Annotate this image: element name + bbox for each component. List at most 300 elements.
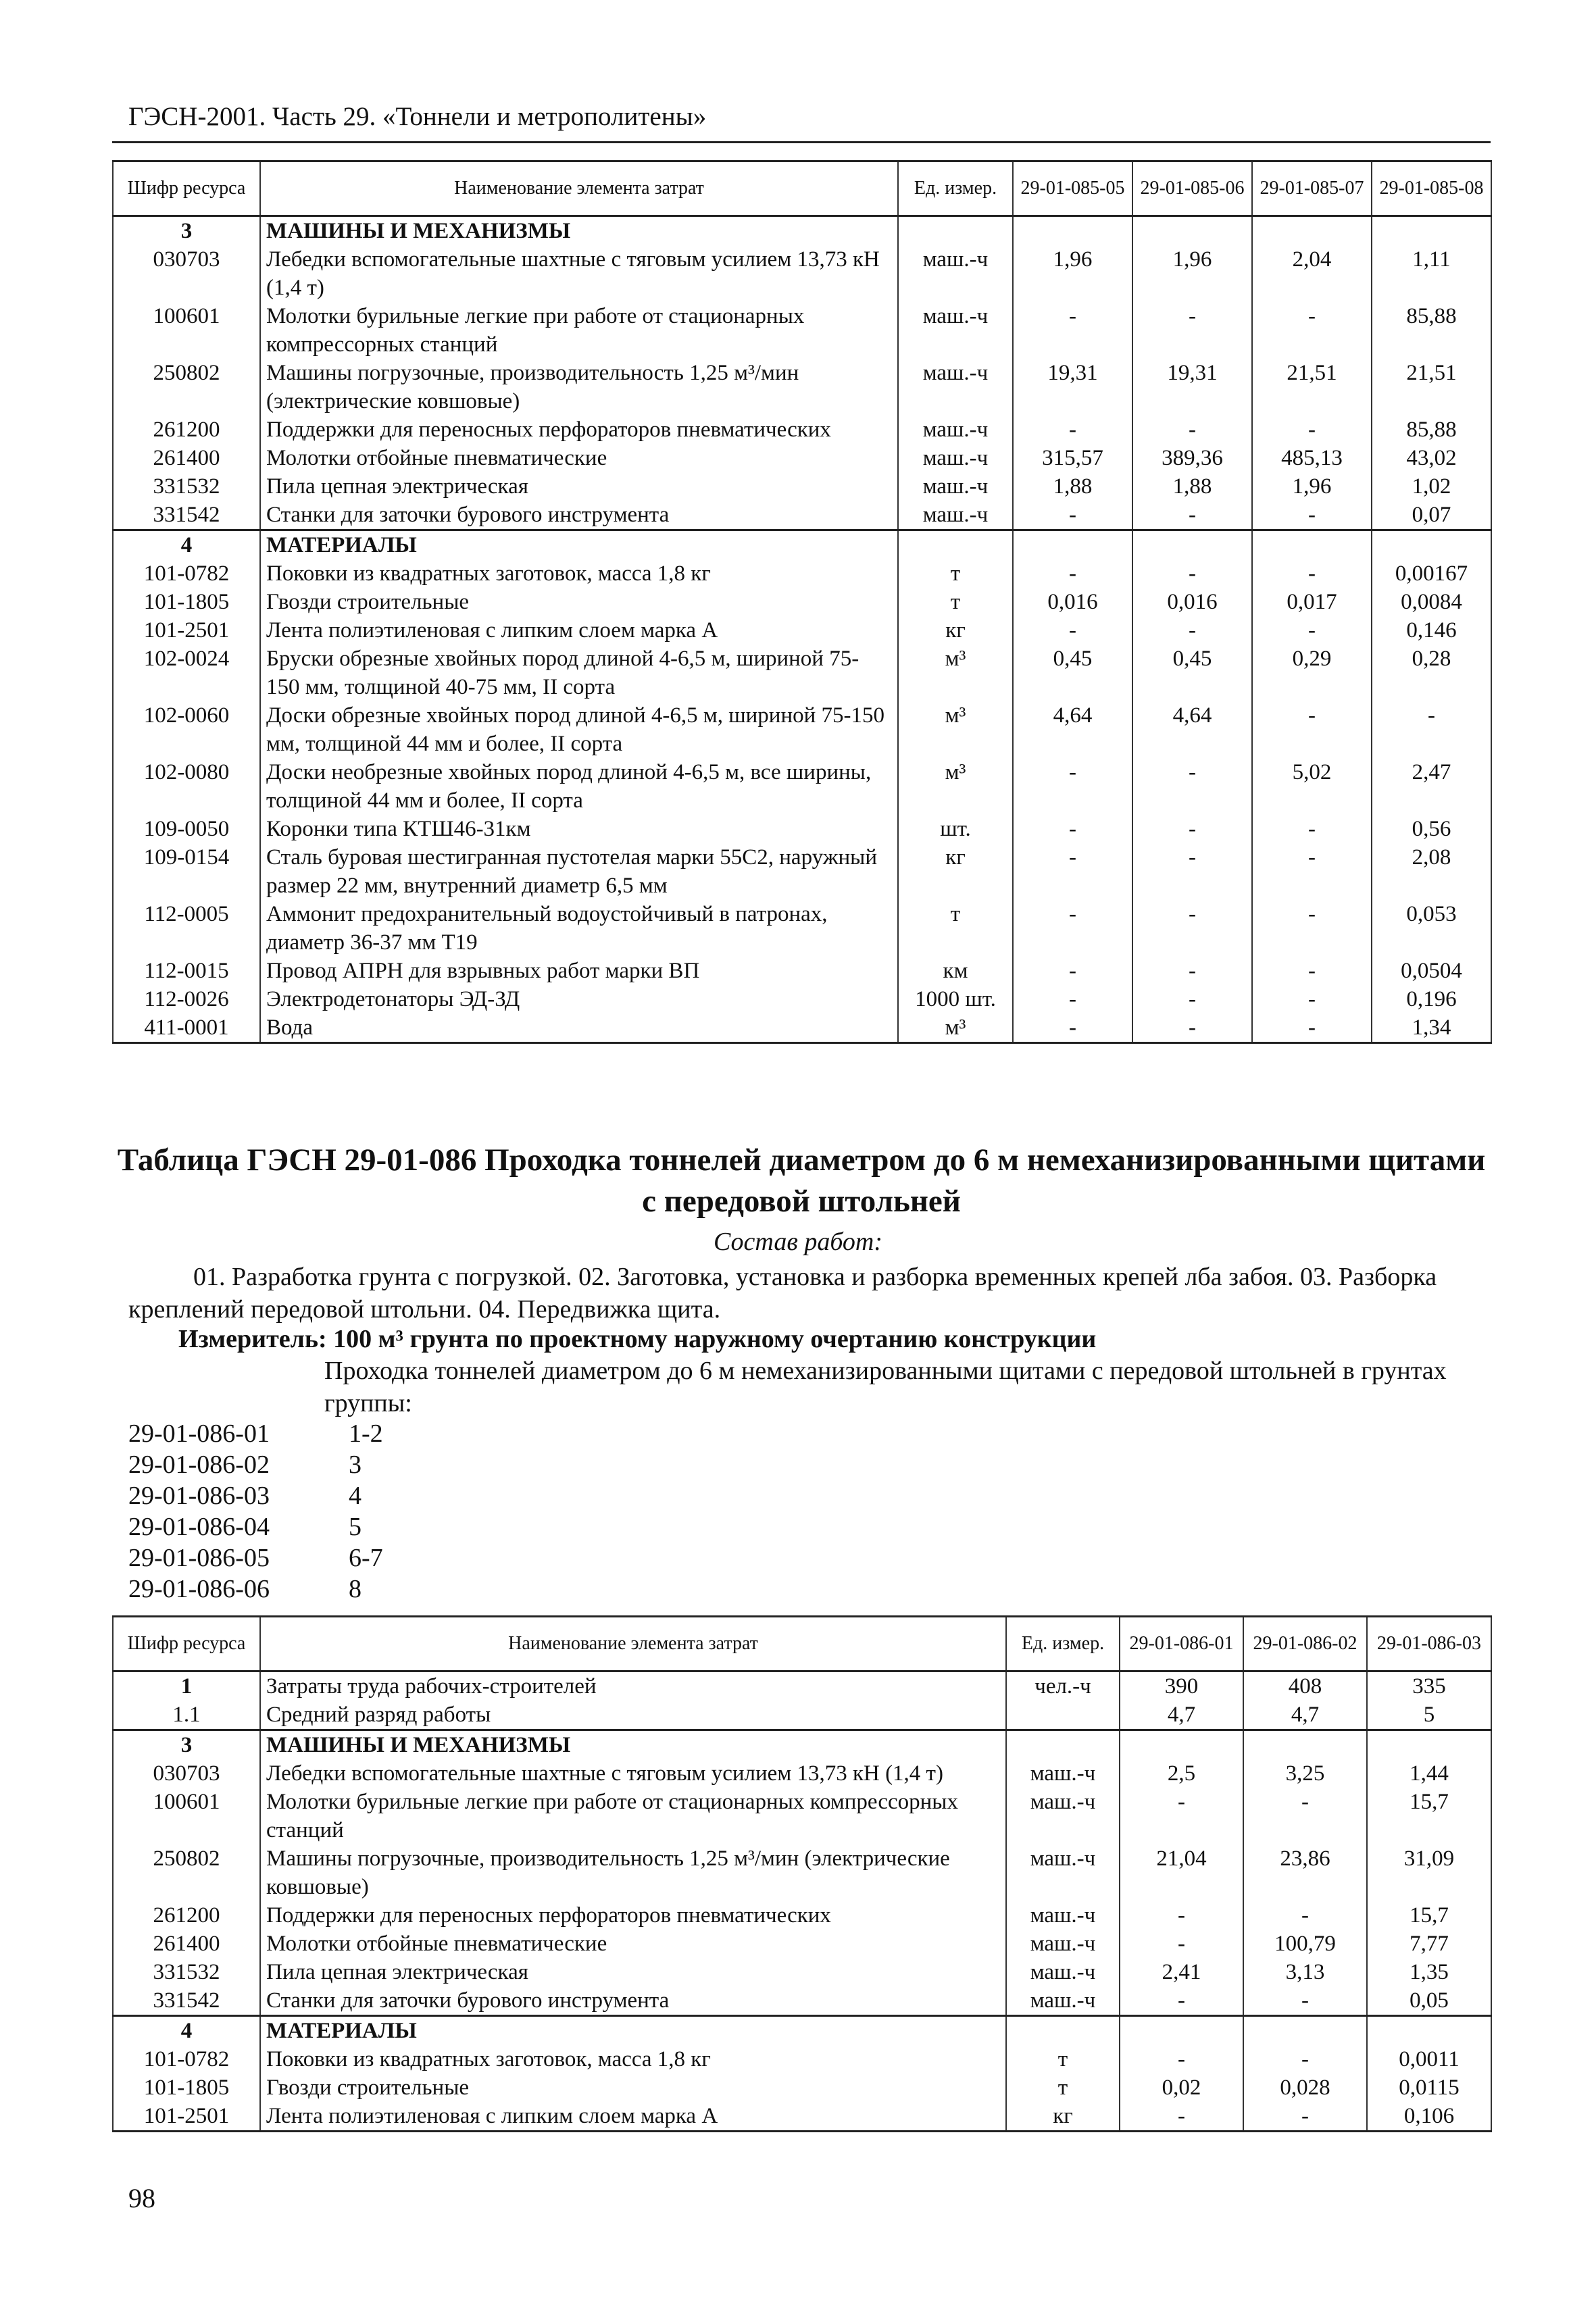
resource-name: Гвозди строительные [260, 2073, 1006, 2102]
resource-code: 100601 [113, 302, 260, 359]
section-row [113, 2016, 1491, 2046]
unit-cell: т [1006, 2073, 1120, 2102]
value-cell: - [1132, 501, 1252, 530]
resource-name: Лебедки вспомогательные шахтные с тяговым усилием 13,73 кН (1,4 т) [260, 245, 898, 302]
value-cell: - [1252, 985, 1372, 1013]
value-cell [1132, 530, 1252, 560]
col-header-value: 29-01-086-01 [1120, 1617, 1243, 1671]
value-cell [1243, 2016, 1367, 2046]
value-cell: - [1120, 1986, 1243, 2016]
value-cell: 0,016 [1013, 588, 1132, 616]
unit-cell: чел.-ч [1006, 1671, 1120, 1701]
table-row [113, 2073, 1491, 2102]
unit-cell: т [1006, 2045, 1120, 2073]
value-cell: 21,51 [1252, 359, 1372, 416]
unit-cell [1006, 1730, 1120, 1760]
value-cell: - [1132, 416, 1252, 444]
resource-name: Доски необрезные хвойных пород длиной 4-6,5 м, все ширины, толщиной 44 мм и более, II сорта [260, 758, 898, 815]
value-cell: 4,7 [1120, 1701, 1243, 1730]
value-cell: 85,88 [1372, 302, 1491, 359]
value-cell [1132, 216, 1252, 246]
col-header-value: 29-01-085-05 [1013, 161, 1132, 216]
table-header-row [113, 1617, 1491, 1671]
resource-code: 112-0005 [113, 900, 260, 957]
value-cell: 4,64 [1132, 701, 1252, 758]
value-cell: - [1243, 1901, 1367, 1930]
table-row [113, 302, 1491, 359]
resource-name: Станки для заточки бурового инструмента [260, 501, 898, 530]
value-cell: 15,7 [1367, 1901, 1491, 1930]
unit-cell: маш.-ч [898, 444, 1013, 472]
resource-code: 101-2501 [113, 2102, 260, 2132]
value-cell: - [1013, 985, 1132, 1013]
resource-code: 030703 [113, 1759, 260, 1788]
section-code: 4 [113, 2016, 260, 2046]
value-cell: 2,04 [1252, 245, 1372, 302]
value-cell: 1,35 [1367, 1958, 1491, 1986]
value-cell: 0,05 [1367, 1986, 1491, 2016]
value-cell: 0,016 [1132, 588, 1252, 616]
value-cell: - [1013, 559, 1132, 588]
resource-name: Молотки отбойные пневматические [260, 1930, 1006, 1958]
table-row [113, 985, 1491, 1013]
value-cell: 0,00167 [1372, 559, 1491, 588]
table-row [113, 957, 1491, 985]
resource-name: Пила цепная электрическая [260, 1958, 1006, 1986]
resource-name: Молотки отбойные пневматические [260, 444, 898, 472]
unit-cell: маш.-ч [1006, 1788, 1120, 1844]
unit-cell: маш.-ч [898, 245, 1013, 302]
value-cell: 2,47 [1372, 758, 1491, 815]
resource-name: Коронки типа КТШ46-31км [260, 815, 898, 843]
value-cell: - [1013, 900, 1132, 957]
value-cell [1013, 530, 1132, 560]
value-cell: 43,02 [1372, 444, 1491, 472]
value-cell: 19,31 [1013, 359, 1132, 416]
value-cell: - [1243, 2045, 1367, 2073]
value-cell: - [1132, 758, 1252, 815]
unit-cell [898, 216, 1013, 246]
value-cell: - [1132, 616, 1252, 645]
value-cell: 1,96 [1132, 245, 1252, 302]
unit-cell: маш.-ч [898, 472, 1013, 501]
value-cell: 0,0115 [1367, 2073, 1491, 2102]
value-cell: 2,5 [1120, 1759, 1243, 1788]
value-cell: - [1013, 416, 1132, 444]
table-row [113, 1701, 1491, 1730]
unit-cell: кг [898, 616, 1013, 645]
norm-code: 29-01-086-04 [128, 1513, 270, 1541]
value-cell: 0,29 [1252, 645, 1372, 701]
value-cell: 0,02 [1120, 2073, 1243, 2102]
unit-cell: т [898, 559, 1013, 588]
soil-group: 1-2 [349, 1419, 383, 1448]
resource-name: Бруски обрезные хвойных пород длиной 4-6,5 м, шириной 75-150 мм, толщиной 40-75 мм, II сорта [260, 645, 898, 701]
unit-cell: кг [898, 843, 1013, 900]
value-cell: 3,25 [1243, 1759, 1367, 1788]
value-cell: - [1252, 815, 1372, 843]
value-cell: 1,34 [1372, 1013, 1491, 1043]
resource-code: 102-0024 [113, 645, 260, 701]
resource-code: 261400 [113, 444, 260, 472]
table-body [113, 1671, 1491, 2132]
value-cell: 15,7 [1367, 1788, 1491, 1844]
resource-code: 101-2501 [113, 616, 260, 645]
value-cell: - [1013, 815, 1132, 843]
section-code: 1 [113, 1671, 260, 1701]
value-cell: 23,86 [1243, 1844, 1367, 1901]
works-description: 01. Разработка грунта с погрузкой. 02. Заготовка, установка и разборка временных крепей лба забоя. 03. Разборка креплений передовой штольни. 04. Передвижка щита. [128, 1263, 1437, 1324]
col-header-code: Шифр ресурса [113, 1617, 260, 1671]
value-cell: 0,0504 [1372, 957, 1491, 985]
resource-name: Поддержки для переносных перфораторов пневматических [260, 416, 898, 444]
value-cell: - [1252, 900, 1372, 957]
resource-code: 101-1805 [113, 2073, 260, 2102]
resource-code: 100601 [113, 1788, 260, 1844]
value-cell: - [1013, 616, 1132, 645]
value-cell: - [1252, 559, 1372, 588]
soil-group: 6-7 [349, 1544, 383, 1572]
resource-code: 112-0015 [113, 957, 260, 985]
value-cell: 0,45 [1013, 645, 1132, 701]
value-cell: - [1132, 1013, 1252, 1043]
value-cell: - [1132, 957, 1252, 985]
col-header-value: 29-01-086-02 [1243, 1617, 1367, 1671]
resource-code: 250802 [113, 359, 260, 416]
resource-name: Лебедки вспомогательные шахтные с тяговым усилием 13,73 кН (1,4 т) [260, 1759, 1006, 1788]
resource-name: Машины погрузочные, производительность 1,25 м³/мин (электрические ковшовые) [260, 1844, 1006, 1901]
unit-cell: т [898, 900, 1013, 957]
resource-name: Провод АПРН для взрывных работ марки ВП [260, 957, 898, 985]
unit-cell: м³ [898, 758, 1013, 815]
col-header-code: Шифр ресурса [113, 161, 260, 216]
table-row [113, 1759, 1491, 1788]
table-row [113, 245, 1491, 302]
resource-name: Средний разряд работы [260, 1701, 1006, 1730]
value-cell: 390 [1120, 1671, 1243, 1701]
resource-code: 250802 [113, 1844, 260, 1901]
value-cell: - [1243, 2102, 1367, 2132]
resource-name: Молотки бурильные легкие при работе от стационарных компрессорных станций [260, 1788, 1006, 1844]
norm-code: 29-01-086-01 [128, 1419, 270, 1448]
section-code: 4 [113, 530, 260, 560]
value-cell: 4,64 [1013, 701, 1132, 758]
value-cell: 485,13 [1252, 444, 1372, 472]
value-cell: 315,57 [1013, 444, 1132, 472]
table-row [113, 1844, 1491, 1901]
value-cell: - [1013, 1013, 1132, 1043]
norm-description: Проходка тоннелей диаметром до 6 м немеханизированными щитами с передовой штольней в грунтах группы: [324, 1357, 1447, 1417]
section-title: МАТЕРИАЛЫ [260, 2016, 1006, 2046]
works-caption: Состав работ: [713, 1228, 883, 1256]
resource-code: 261200 [113, 1901, 260, 1930]
value-cell: - [1013, 957, 1132, 985]
value-cell: - [1132, 302, 1252, 359]
value-cell: 1,88 [1132, 472, 1252, 501]
section-row [113, 1671, 1491, 1701]
norm-code-row [128, 1511, 383, 1542]
value-cell: - [1120, 1930, 1243, 1958]
section-row [113, 216, 1491, 246]
value-cell: 4,7 [1243, 1701, 1367, 1730]
col-header-unit: Ед. измер. [898, 161, 1013, 216]
resource-name: Поковки из квадратных заготовок, масса 1,8 кг [260, 2045, 1006, 2073]
resource-code: 331532 [113, 1958, 260, 1986]
table-row [113, 645, 1491, 701]
resource-name: Поковки из квадратных заготовок, масса 1,8 кг [260, 559, 898, 588]
value-cell: - [1252, 1013, 1372, 1043]
col-header-unit: Ед. измер. [1006, 1617, 1120, 1671]
table-body [113, 216, 1491, 1043]
value-cell: - [1120, 2102, 1243, 2132]
value-cell: 19,31 [1132, 359, 1252, 416]
value-cell [1372, 216, 1491, 246]
value-cell: - [1132, 843, 1252, 900]
value-cell: 389,36 [1132, 444, 1252, 472]
resource-code: 331532 [113, 472, 260, 501]
table-row [113, 2102, 1491, 2132]
value-cell [1372, 530, 1491, 560]
unit-cell [898, 530, 1013, 560]
value-cell: - [1243, 1986, 1367, 2016]
resource-name: Гвозди строительные [260, 588, 898, 616]
section-row [113, 530, 1491, 560]
unit-cell: маш.-ч [1006, 1901, 1120, 1930]
resource-code: 109-0050 [113, 815, 260, 843]
value-cell [1367, 2016, 1491, 2046]
unit-cell: маш.-ч [898, 302, 1013, 359]
value-cell: 335 [1367, 1671, 1491, 1701]
resource-code: 101-0782 [113, 559, 260, 588]
value-cell: 21,04 [1120, 1844, 1243, 1901]
unit-cell: маш.-ч [1006, 1986, 1120, 2016]
resource-code: 109-0154 [113, 843, 260, 900]
table-row [113, 701, 1491, 758]
table-row [113, 815, 1491, 843]
value-cell [1120, 2016, 1243, 2046]
value-cell: - [1132, 559, 1252, 588]
value-cell: 0,45 [1132, 645, 1252, 701]
col-header-value: 29-01-085-07 [1252, 161, 1372, 216]
resource-code: 411-0001 [113, 1013, 260, 1043]
resource-code: 101-0782 [113, 2045, 260, 2073]
resource-name: Поддержки для переносных перфораторов пневматических [260, 1901, 1006, 1930]
value-cell [1243, 1730, 1367, 1760]
section-row [113, 1730, 1491, 1760]
resource-code: 261400 [113, 1930, 260, 1958]
value-cell: 0,053 [1372, 900, 1491, 957]
table-row [113, 1930, 1491, 1958]
resource-code: 101-1805 [113, 588, 260, 616]
table-header-row [113, 161, 1491, 216]
unit-cell: маш.-ч [1006, 1844, 1120, 1901]
col-header-value: 29-01-086-03 [1367, 1617, 1491, 1671]
resource-name: Электродетонаторы ЭД-ЗД [260, 985, 898, 1013]
norm-code: 29-01-086-03 [128, 1482, 270, 1510]
table-row [113, 1013, 1491, 1043]
unit-cell: т [898, 588, 1013, 616]
value-cell: 0,28 [1372, 645, 1491, 701]
value-cell: - [1120, 1788, 1243, 1844]
unit-cell: шт. [898, 815, 1013, 843]
soil-group: 4 [349, 1482, 361, 1510]
unit-cell: кг [1006, 2102, 1120, 2132]
norm-code: 29-01-086-05 [128, 1544, 270, 1572]
value-cell: 1,02 [1372, 472, 1491, 501]
norm-code-row [128, 1449, 383, 1480]
value-cell: 2,41 [1120, 1958, 1243, 1986]
resource-code: 1.1 [113, 1701, 260, 1730]
section-title: МАШИНЫ И МЕХАНИЗМЫ [260, 1730, 1006, 1760]
resource-name: Станки для заточки бурового инструмента [260, 1986, 1006, 2016]
table-row [113, 616, 1491, 645]
value-cell: 1,11 [1372, 245, 1491, 302]
table-row [113, 588, 1491, 616]
value-cell: - [1132, 815, 1252, 843]
meter-line: Измеритель: 100 м³ грунта по проектному наружному очертанию конструкции [178, 1325, 1097, 1353]
value-cell: 100,79 [1243, 1930, 1367, 1958]
value-cell: - [1252, 302, 1372, 359]
value-cell: 1,96 [1013, 245, 1132, 302]
value-cell [1252, 216, 1372, 246]
resource-name: Лента полиэтиленовая с липким слоем марка А [260, 2102, 1006, 2132]
resource-name: Машины погрузочные, производительность 1,25 м³/мин (электрические ковшовые) [260, 359, 898, 416]
value-cell: 0,0011 [1367, 2045, 1491, 2073]
col-header-name: Наименование элемента затрат [260, 161, 898, 216]
value-cell: - [1252, 957, 1372, 985]
value-cell: 7,77 [1367, 1930, 1491, 1958]
value-cell [1252, 530, 1372, 560]
table-row [113, 1986, 1491, 2016]
value-cell: 31,09 [1367, 1844, 1491, 1901]
table-row [113, 559, 1491, 588]
table-row [113, 472, 1491, 501]
table-row [113, 359, 1491, 416]
table-title: Таблица ГЭСН 29-01-086 Проходка тоннелей диаметром до 6 м немеханизированными щитами с передовой штольней [117, 1142, 1486, 1219]
soil-group: 3 [349, 1451, 361, 1479]
table-row [113, 843, 1491, 900]
value-cell: 85,88 [1372, 416, 1491, 444]
section-code: 3 [113, 1730, 260, 1760]
value-cell: 2,08 [1372, 843, 1491, 900]
value-cell: 0,196 [1372, 985, 1491, 1013]
table-row [113, 758, 1491, 815]
value-cell: 0,017 [1252, 588, 1372, 616]
unit-cell [1006, 2016, 1120, 2046]
value-cell: 0,146 [1372, 616, 1491, 645]
value-cell: 1,88 [1013, 472, 1132, 501]
resource-name: Вода [260, 1013, 898, 1043]
soil-group: 8 [349, 1575, 361, 1603]
value-cell: - [1013, 302, 1132, 359]
value-cell [1013, 216, 1132, 246]
resource-code: 030703 [113, 245, 260, 302]
value-cell: - [1013, 843, 1132, 900]
value-cell: - [1120, 2045, 1243, 2073]
value-cell: - [1372, 701, 1491, 758]
section-code: 3 [113, 216, 260, 246]
value-cell: 0,07 [1372, 501, 1491, 530]
value-cell: - [1252, 416, 1372, 444]
value-cell: 0,0084 [1372, 588, 1491, 616]
table-row [113, 1958, 1491, 1986]
unit-cell: маш.-ч [1006, 1759, 1120, 1788]
resource-name: Аммонит предохранительный водоустойчивый в патронах, диаметр 36-37 мм Т19 [260, 900, 898, 957]
resource-table-085 [112, 160, 1492, 1044]
value-cell: 0,56 [1372, 815, 1491, 843]
unit-cell: 1000 шт. [898, 985, 1013, 1013]
resource-code: 102-0060 [113, 701, 260, 758]
resource-name: Пила цепная электрическая [260, 472, 898, 501]
section-title: Затраты труда рабочих-строителей [260, 1671, 1006, 1701]
value-cell [1367, 1730, 1491, 1760]
page-number: 98 [128, 2183, 155, 2213]
value-cell: - [1120, 1901, 1243, 1930]
unit-cell: маш.-ч [898, 501, 1013, 530]
norm-code-row [128, 1542, 383, 1574]
unit-cell: маш.-ч [898, 416, 1013, 444]
norm-code-list [128, 1418, 383, 1605]
value-cell: - [1132, 985, 1252, 1013]
table-row [113, 501, 1491, 530]
value-cell: - [1013, 758, 1132, 815]
value-cell: 1,44 [1367, 1759, 1491, 1788]
value-cell: 5,02 [1252, 758, 1372, 815]
resource-name: Сталь буровая шестигранная пустотелая марки 55С2, наружный размер 22 мм, внутренний диаметр 6,5 мм [260, 843, 898, 900]
value-cell: 21,51 [1372, 359, 1491, 416]
resource-table-086 [112, 1615, 1492, 2132]
value-cell: 408 [1243, 1671, 1367, 1701]
resource-name: Лента полиэтиленовая с липким слоем марка А [260, 616, 898, 645]
col-header-value: 29-01-085-08 [1372, 161, 1491, 216]
resource-code: 331542 [113, 501, 260, 530]
resource-code: 102-0080 [113, 758, 260, 815]
table-row [113, 1788, 1491, 1844]
value-cell: 0,028 [1243, 2073, 1367, 2102]
unit-cell: м³ [898, 701, 1013, 758]
norm-code-row [128, 1418, 383, 1449]
section-title: МАШИНЫ И МЕХАНИЗМЫ [260, 216, 898, 246]
resource-name: Молотки бурильные легкие при работе от стационарных компрессорных станций [260, 302, 898, 359]
soil-group: 5 [349, 1513, 361, 1541]
value-cell: - [1252, 843, 1372, 900]
table-row [113, 900, 1491, 957]
value-cell: 3,13 [1243, 1958, 1367, 1986]
value-cell: - [1013, 501, 1132, 530]
value-cell: - [1252, 501, 1372, 530]
running-header: ГЭСН-2001. Часть 29. «Тоннели и метрополитены» [128, 102, 707, 131]
value-cell: - [1132, 900, 1252, 957]
unit-cell: км [898, 957, 1013, 985]
value-cell: - [1252, 701, 1372, 758]
value-cell: - [1252, 616, 1372, 645]
unit-cell: маш.-ч [898, 359, 1013, 416]
table-row [113, 444, 1491, 472]
table-row [113, 416, 1491, 444]
table-row [113, 1901, 1491, 1930]
table-row [113, 2045, 1491, 2073]
unit-cell [1006, 1701, 1120, 1730]
resource-code: 261200 [113, 416, 260, 444]
header-rule [112, 141, 1491, 143]
unit-cell: маш.-ч [1006, 1930, 1120, 1958]
norm-code: 29-01-086-02 [128, 1451, 270, 1479]
resource-name: Доски обрезные хвойных пород длиной 4-6,5 м, шириной 75-150 мм, толщиной 44 мм и более, II сорта [260, 701, 898, 758]
value-cell: 1,96 [1252, 472, 1372, 501]
unit-cell: м³ [898, 645, 1013, 701]
resource-code: 112-0026 [113, 985, 260, 1013]
norm-code-row [128, 1480, 383, 1511]
